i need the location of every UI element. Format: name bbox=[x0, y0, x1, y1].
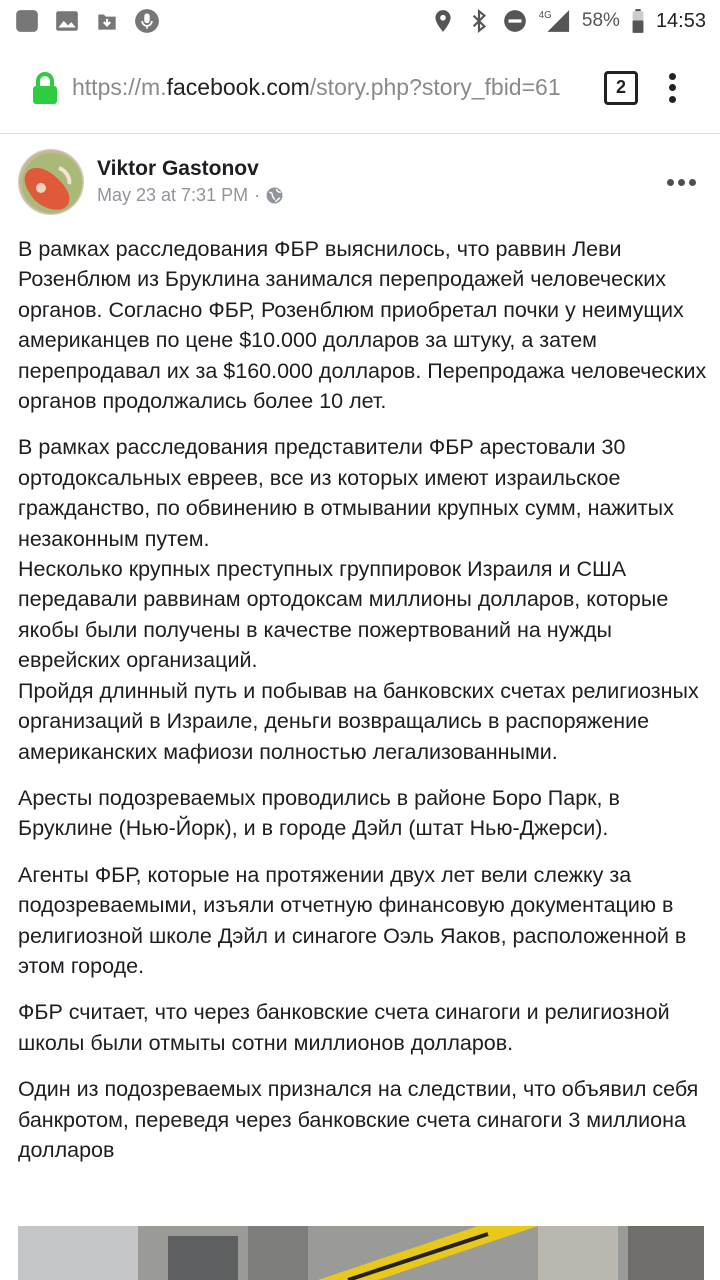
post-text bbox=[18, 234, 710, 1181]
post-options-button[interactable] bbox=[667, 179, 696, 186]
url-prefix: https://m. bbox=[72, 74, 167, 100]
author-name[interactable]: Viktor Gastonov bbox=[97, 157, 259, 180]
post-timestamp[interactable]: May 23 at 7:31 PM bbox=[97, 185, 249, 205]
more-dot-icon bbox=[667, 179, 674, 186]
post-paragraph: Пройдя длинный путь и побывав на банковских счетах религиозных организаций в Израиле, деньги возвращались в распоряжение американских мафиози полностью легализованными. bbox=[18, 678, 699, 764]
browser-menu-button[interactable] bbox=[668, 73, 676, 103]
battery-percent: 58% bbox=[581, 10, 620, 31]
menu-dot-icon bbox=[669, 73, 676, 80]
post-paragraph: Агенты ФБР, которые на протяжении двух лет вели слежку за подозреваемыми, изъяли отчетную финансовую документацию в религиозной школе Дэйл и синагоге Оэль Яаков, расположенной в этом городе. bbox=[18, 862, 687, 978]
download-icon bbox=[94, 8, 120, 34]
app-square-icon bbox=[14, 8, 40, 34]
globe-icon bbox=[266, 187, 283, 204]
url-path: /story.php?story_fbid=61 bbox=[309, 74, 561, 100]
svg-text:4G: 4G bbox=[538, 9, 552, 21]
signal-icon bbox=[538, 8, 572, 34]
lock-icon bbox=[30, 71, 60, 105]
menu-dot-icon bbox=[669, 84, 676, 91]
do-not-disturb-icon bbox=[502, 8, 528, 34]
battery-icon bbox=[630, 8, 646, 34]
bluetooth-icon bbox=[466, 8, 492, 34]
clock: 14:53 bbox=[655, 9, 706, 32]
more-dot-icon bbox=[678, 179, 685, 186]
location-icon bbox=[430, 8, 456, 34]
tabs-button[interactable]: 2 bbox=[604, 71, 638, 105]
post-paragraph: В рамках расследования представители ФБР арестовали 30 ортодоксальных евреев, все из которых имеют израильское гражданство, по обвинению в отмывании крупных сумм, нажитых незаконным путем. bbox=[18, 435, 674, 551]
post-paragraph: Один из подозреваемых признался на следствии, что объявил себя банкротом, переведя через банковские счета синагоги 3 миллиона долларов bbox=[18, 1077, 699, 1162]
menu-dot-icon bbox=[669, 96, 676, 103]
image-icon bbox=[54, 8, 80, 34]
avatar[interactable] bbox=[18, 149, 84, 215]
post-image[interactable] bbox=[18, 1226, 704, 1280]
meta-separator: · bbox=[254, 185, 261, 205]
post-header bbox=[0, 136, 720, 228]
post-paragraph: Несколько крупных преступных группировок Израиля и США передавали раввинам ортодоксам миллионы долларов, которые якобы были получены в качестве пожертвований на нужды еврейских организаций. bbox=[18, 557, 669, 673]
post-paragraph: ФБР считает, что через банковские счета синагоги и религиозной школы были отмыты сотни миллионов долларов. bbox=[18, 1000, 670, 1055]
status-bar bbox=[0, 0, 720, 42]
post-paragraph: Аресты подозреваемых проводились в районе Боро Парк, в Бруклине (Нью-Йорк), и в городе Дэйл (штат Нью-Джерси). bbox=[18, 785, 620, 841]
microphone-icon bbox=[134, 8, 160, 34]
post-paragraph: В рамках расследования ФБР выяснилось, что раввин Леви Розенблюм из Бруклина занимался перепродажей человеческих органов. Согласно ФБР, Розенблюм приобретал почки у неимущих американцев по цене $10.000 долларов за штуку, а затем перепродавал их за $160.000 долларов. Перепродажа человеческих органов продолжались более 10 лет. bbox=[18, 237, 707, 414]
address-field[interactable] bbox=[72, 74, 582, 101]
more-dot-icon bbox=[689, 179, 696, 186]
url-host: facebook.com bbox=[166, 74, 310, 100]
browser-url-bar bbox=[0, 42, 720, 134]
